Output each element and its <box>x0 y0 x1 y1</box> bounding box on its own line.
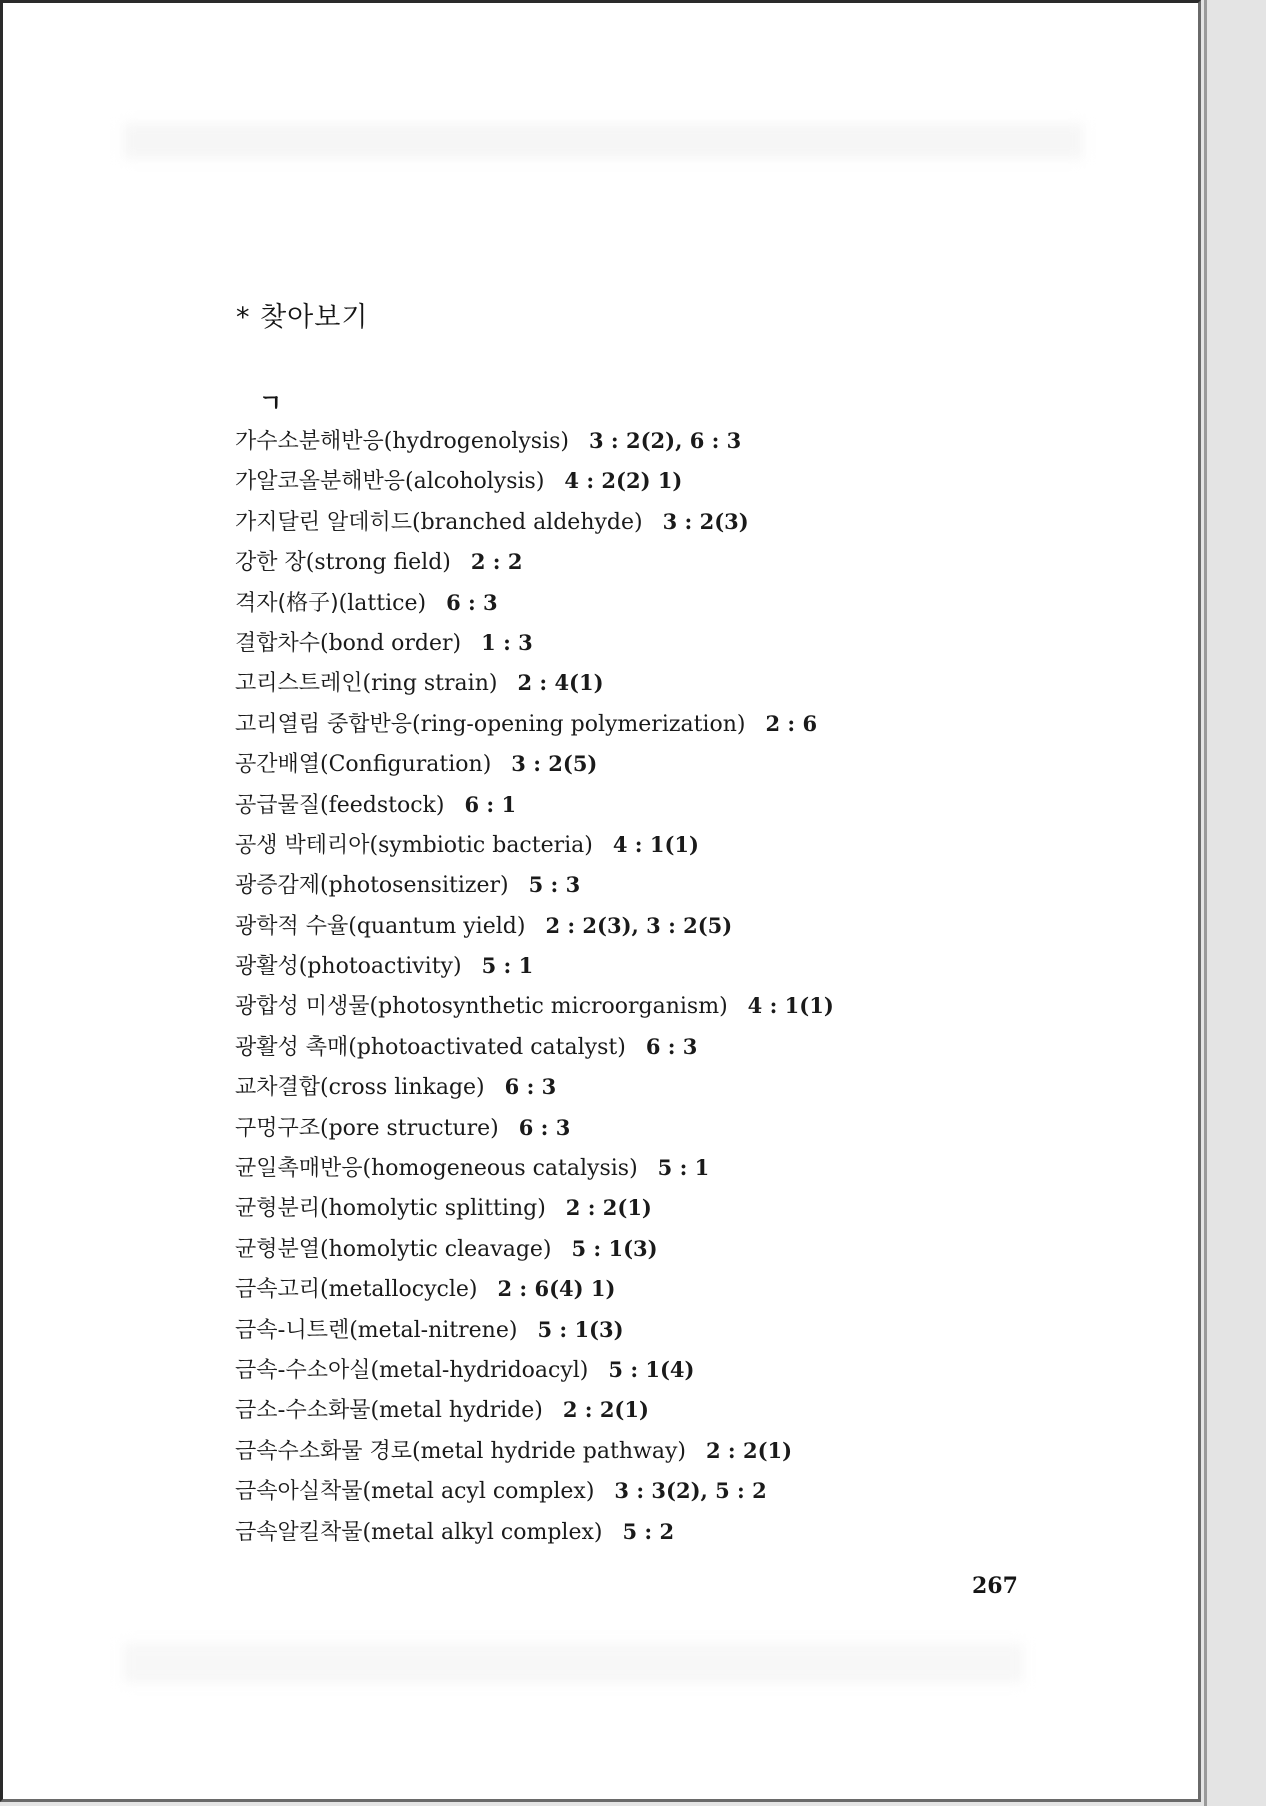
index-entry <box>235 461 834 501</box>
index-entry <box>235 744 834 784</box>
entry-term: 금속수소화물 경로 <box>235 1438 413 1464</box>
index-entry <box>235 1027 834 1067</box>
entry-english: (homogeneous catalysis) <box>362 1156 638 1182</box>
entry-english: (photosynthetic microorganism) <box>369 994 728 1020</box>
index-entry <box>235 1350 834 1390</box>
entry-english: (pore structure) <box>320 1115 499 1141</box>
entry-term: 고리열림 중합반응 <box>235 711 413 737</box>
entry-reference: 2 : 4(1) <box>517 670 604 696</box>
entry-english: (photoactivity) <box>298 954 462 980</box>
index-title: * 찾아보기 <box>236 302 369 333</box>
index-entry <box>235 1390 834 1430</box>
index-entry <box>235 1512 834 1552</box>
entry-reference: 2 : 6 <box>765 710 818 736</box>
entry-reference: 3 : 2(3) <box>662 508 749 534</box>
index-entry <box>235 1188 834 1228</box>
index-entry <box>235 542 834 582</box>
index-entry <box>235 704 834 744</box>
entry-term: 가수소분해반응 <box>235 429 384 454</box>
entry-reference: 2 : 2 <box>470 549 523 575</box>
index-entry <box>235 623 834 663</box>
index-entry <box>235 583 834 623</box>
entry-english: (ring strain) <box>362 671 498 697</box>
entry-term: 공급물질 <box>235 792 321 818</box>
index-entry <box>235 906 834 946</box>
entry-term: 광활성 촉매 <box>235 1034 349 1060</box>
entry-term: 균형분리 <box>235 1196 321 1222</box>
entry-reference: 5 : 1(3) <box>537 1316 624 1342</box>
entry-english: (photoactivated catalyst) <box>348 1034 626 1060</box>
entry-term: 금소-수소화물 <box>235 1398 371 1424</box>
entry-term: 공생 박테리아 <box>235 832 370 858</box>
entry-term: 광활성 <box>235 954 299 980</box>
scan-shadow-top <box>123 123 1083 159</box>
entry-term: 공간배열 <box>235 752 321 778</box>
entry-english: (lattice) <box>338 590 427 616</box>
index-entry <box>235 1269 834 1309</box>
entry-term: 구멍구조 <box>235 1115 321 1141</box>
entry-term: 결합차수 <box>235 630 321 656</box>
entry-term: 광합성 미생물 <box>235 994 370 1020</box>
entry-english: (cross linkage) <box>320 1075 485 1101</box>
entry-english: (bond order) <box>320 630 462 656</box>
entry-reference: 4 : 2(2) 1) <box>564 468 683 494</box>
entry-reference: 1 : 3 <box>481 629 533 655</box>
index-entry-list <box>235 421 834 1552</box>
index-entry <box>235 785 834 825</box>
entry-english: (metal hydride) <box>370 1398 543 1424</box>
index-entry <box>235 865 834 905</box>
entry-english: (homolytic cleavage) <box>320 1236 552 1262</box>
entry-reference: 6 : 3 <box>504 1074 557 1100</box>
entry-english: (alcoholysis) <box>405 469 545 495</box>
section-letter-giyeok: ㄱ <box>259 389 283 417</box>
index-entry <box>235 421 834 461</box>
index-entry <box>235 1229 834 1269</box>
entry-term: 금속알킬착물 <box>235 1519 363 1545</box>
entry-reference: 2 : 2(1) <box>562 1397 649 1423</box>
entry-term: 금속아실착물 <box>235 1479 363 1505</box>
entry-reference: 4 : 1(1) <box>747 993 834 1019</box>
entry-english: (metal-nitrene) <box>349 1317 518 1343</box>
entry-term: 강한 장 <box>235 550 306 576</box>
entry-english: (branched aldehyde) <box>412 509 643 535</box>
entry-english: (metallocycle) <box>320 1277 478 1303</box>
entry-reference: 5 : 3 <box>528 872 581 898</box>
entry-term: 가알코올분해반응 <box>235 469 406 495</box>
entry-term: 균형분열 <box>235 1236 321 1262</box>
entry-reference: 5 : 1 <box>481 953 534 979</box>
entry-reference: 6 : 1 <box>464 791 517 817</box>
scan-shadow-bottom <box>123 1643 1023 1683</box>
entry-reference: 3 : 3(2), 5 : 2 <box>614 1478 767 1504</box>
entry-reference: 6 : 3 <box>446 589 498 615</box>
index-entry <box>235 1148 834 1188</box>
entry-term: 교차결합 <box>235 1075 321 1101</box>
entry-term: 금속고리 <box>235 1277 321 1303</box>
entry-term: 고리스트레인 <box>235 671 363 697</box>
entry-reference: 3 : 2(5) <box>511 751 598 777</box>
entry-english: (ring-opening polymerization) <box>412 711 746 737</box>
entry-reference: 5 : 1(4) <box>608 1356 695 1382</box>
index-entry <box>235 1310 834 1350</box>
entry-english: (Configuration) <box>320 752 492 778</box>
entry-reference: 5 : 2 <box>622 1518 675 1544</box>
entry-term: 격자(格子) <box>235 590 339 616</box>
entry-reference: 2 : 2(3), 3 : 2(5) <box>545 912 733 938</box>
entry-reference: 5 : 1(3) <box>571 1235 658 1261</box>
entry-term: 균일촉매반응 <box>235 1156 363 1182</box>
entry-reference: 4 : 1(1) <box>612 831 699 857</box>
index-entry <box>235 946 834 986</box>
entry-english: (homolytic splitting) <box>320 1196 546 1222</box>
entry-reference: 3 : 2(2), 6 : 3 <box>588 428 742 453</box>
entry-term: 금속-수소아실 <box>235 1357 371 1383</box>
entry-reference: 5 : 1 <box>657 1155 710 1181</box>
entry-term: 광학적 수율 <box>235 913 349 939</box>
entry-english: (metal-hydridoacyl) <box>370 1357 589 1383</box>
entry-english: (metal alkyl complex) <box>362 1519 603 1545</box>
entry-english: (strong field) <box>305 550 451 576</box>
entry-english: (hydrogenolysis) <box>383 429 569 454</box>
page-number: 267 <box>972 1573 1018 1599</box>
index-entry <box>235 502 834 542</box>
index-entry <box>235 1431 834 1471</box>
index-entry <box>235 663 834 703</box>
entry-reference: 2 : 2(1) <box>565 1195 652 1221</box>
entry-english: (quantum yield) <box>348 913 526 939</box>
entry-english: (metal acyl complex) <box>362 1479 595 1505</box>
entry-reference: 6 : 3 <box>645 1033 698 1059</box>
entry-english: (symbiotic bacteria) <box>369 832 593 858</box>
entry-reference: 6 : 3 <box>518 1114 571 1140</box>
entry-term: 광증감제 <box>235 873 321 899</box>
entry-term: 금속-니트렌 <box>235 1317 350 1343</box>
entry-reference: 2 : 6(4) 1) <box>497 1276 616 1302</box>
entry-english: (feedstock) <box>320 792 445 818</box>
entry-english: (photosensitizer) <box>320 873 509 899</box>
entry-term: 가지달린 알데히드 <box>235 509 413 535</box>
index-entry <box>235 986 834 1026</box>
entry-reference: 2 : 2(1) <box>705 1437 793 1463</box>
index-entry <box>235 1067 834 1107</box>
index-entry <box>235 1471 834 1511</box>
entry-english: (metal hydride pathway) <box>412 1438 686 1464</box>
page-edge-shadow <box>1204 0 1207 1806</box>
index-entry <box>235 1108 834 1148</box>
index-entry <box>235 825 834 865</box>
